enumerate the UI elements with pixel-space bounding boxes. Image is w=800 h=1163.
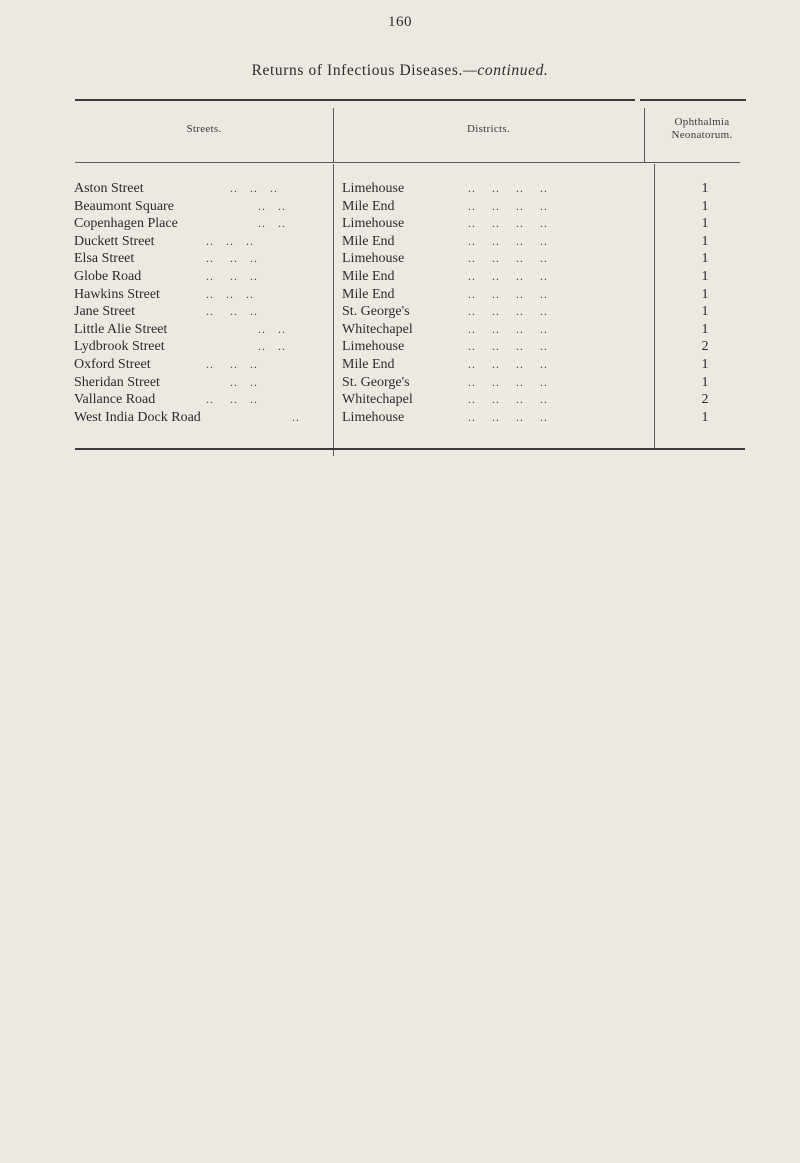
leader-dots: .. .. .. ..: [468, 304, 548, 319]
table-row: [0, 356, 800, 374]
street-cell: West India Dock Road: [74, 409, 201, 425]
street-cell: Copenhagen Place: [74, 216, 178, 232]
table-row: [0, 374, 800, 392]
street-cell: Vallance Road: [74, 392, 156, 408]
leader-dots: ..: [292, 409, 300, 424]
district-cell: Mile End: [342, 356, 395, 372]
table-row: [0, 215, 800, 233]
leader-dots: .. ..: [258, 216, 286, 231]
count-cell: 2: [701, 339, 709, 355]
count-cell: 1: [701, 251, 709, 267]
table-row: [0, 303, 800, 321]
table-top-rule-right: [640, 99, 746, 101]
count-cell: 1: [701, 304, 709, 320]
leader-dots: .. .. .. ..: [468, 356, 548, 371]
count-cell: 1: [701, 198, 709, 214]
count-cell: 1: [701, 233, 709, 249]
leader-dots: .. ..: [258, 198, 286, 213]
table-row: [0, 250, 800, 268]
district-cell: Mile End: [342, 268, 395, 284]
count-cell: 1: [701, 374, 709, 390]
district-cell: St. George's: [342, 374, 410, 390]
district-cell: St. George's: [342, 304, 410, 320]
title-main: Returns of Infectious Diseases.: [251, 62, 464, 79]
leader-dots: .. .. .. ..: [468, 409, 548, 424]
table-row: [0, 286, 800, 304]
table-row: [0, 180, 800, 198]
table-top-rule: [75, 99, 635, 101]
leader-dots: .. .. ..: [206, 251, 258, 266]
street-cell: Beaumont Square: [74, 198, 174, 214]
street-cell: Sheridan Street: [74, 374, 160, 390]
district-cell: Mile End: [342, 233, 395, 249]
header-districts: Districts.: [466, 123, 511, 135]
leader-dots: .. .. .. ..: [468, 374, 548, 389]
leader-dots: .. .. .. ..: [468, 268, 548, 283]
page-number: 160: [388, 14, 412, 30]
district-cell: Mile End: [342, 286, 395, 302]
page-title: [0, 62, 800, 80]
street-cell: Lydbrook Street: [74, 339, 165, 355]
count-cell: 1: [701, 268, 709, 284]
street-cell: Little Alie Street: [74, 321, 168, 337]
leader-dots: .. ..: [258, 339, 286, 354]
table-row: [0, 391, 800, 409]
leader-dots: .. .. .. ..: [468, 216, 548, 231]
leader-dots: .. .. .. ..: [468, 233, 548, 248]
leader-dots: .. .. ..: [230, 181, 278, 195]
district-cell: Limehouse: [342, 181, 405, 196]
table-row: [0, 268, 800, 286]
leader-dots: .. .. ..: [206, 392, 258, 407]
street-cell: Globe Road: [74, 268, 142, 284]
leader-dots: .. .. ..: [206, 233, 254, 248]
leader-dots: .. ..: [230, 374, 258, 389]
leader-dots: .. .. .. ..: [468, 286, 548, 301]
street-cell: Elsa Street: [74, 251, 135, 267]
header-disease-line1: Ophthalmia: [674, 116, 730, 128]
count-cell: 1: [701, 181, 709, 196]
district-cell: Limehouse: [342, 251, 405, 267]
street-cell: Hawkins Street: [74, 286, 160, 302]
header-disease: [644, 116, 760, 142]
leader-dots: .. .. .. ..: [468, 321, 548, 336]
leader-dots: .. .. .. ..: [468, 198, 548, 213]
header-disease-line2: Neonatorum.: [671, 129, 733, 141]
district-cell: Mile End: [342, 198, 395, 214]
street-cell: Duckett Street: [74, 233, 155, 249]
header-bottom-rule: [75, 162, 740, 163]
leader-dots: .. .. ..: [206, 286, 254, 301]
street-cell: Jane Street: [74, 304, 136, 320]
table-row: [0, 233, 800, 251]
table-bottom-rule: [75, 448, 745, 450]
table-row: [0, 409, 800, 427]
district-cell: Whitechapel: [342, 392, 413, 408]
table-row: [0, 198, 800, 216]
leader-dots: .. .. ..: [206, 304, 258, 319]
leader-dots: .. ..: [258, 321, 286, 336]
count-cell: 1: [701, 216, 709, 232]
leader-dots: .. .. ..: [206, 356, 258, 371]
title-continued: —continued.: [463, 62, 549, 79]
street-cell: Oxford Street: [74, 356, 151, 372]
count-cell: 1: [701, 409, 709, 425]
district-cell: Limehouse: [342, 409, 405, 425]
district-cell: Limehouse: [342, 339, 405, 355]
table-row: [0, 321, 800, 339]
district-cell: Limehouse: [342, 216, 405, 232]
leader-dots: .. .. ..: [206, 268, 258, 283]
leader-dots: .. .. .. ..: [468, 392, 548, 407]
count-cell: 2: [701, 392, 709, 408]
table-body: [0, 180, 800, 426]
table-row: [0, 338, 800, 356]
count-cell: 1: [701, 286, 709, 302]
leader-dots: .. .. .. ..: [468, 339, 548, 354]
leader-dots: .. .. .. ..: [468, 251, 548, 266]
street-cell: Aston Street: [74, 181, 144, 196]
header-streets: Streets.: [186, 123, 222, 135]
district-cell: Whitechapel: [342, 321, 413, 337]
count-cell: 1: [701, 321, 709, 337]
leader-dots: .. .. .. ..: [468, 181, 548, 195]
count-cell: 1: [701, 356, 709, 372]
